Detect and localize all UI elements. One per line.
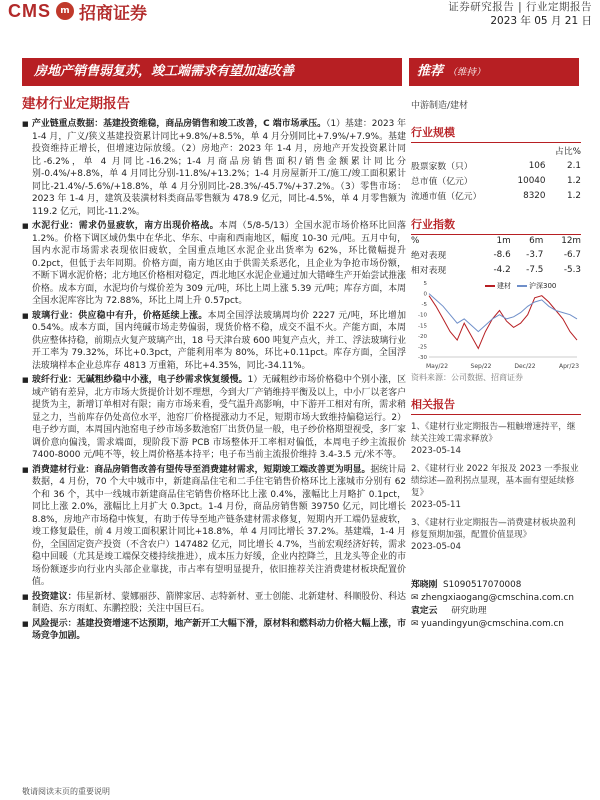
footer-note: 敬请阅读末页的重要说明 <box>22 787 110 796</box>
rating-badge <box>409 58 579 86</box>
section-paragraph: ■ 水泥行业：需求仍显疲软，南方出现价格战。本周（5/8-5/13）全国水泥市场价格环比回落 1.2%。价格下调区域仍集中在华北、华东、中南和西南地区，幅度 10-30 元/吨。五月中旬，国内水泥市场需求表现依旧疲软，全国重点地区水泥企业出货率为 62%，环比微幅提升 0.2pct，但低于去年同期。价格方面，南方地区由于供需关系恶化，且企业为争抢市场份额，不断下调水泥价格；北方地区价格相对稳定，西北地区水泥企业通过加大错峰生产开始尝试推涨价格。成本方面，水泥均价与煤价差为 309 元/吨，环比上周上涨 5.39 元/吨；库存方面，本周全国水泥库容比为 72.88%，环比上周上升 0.57pct。 <box>22 220 406 308</box>
y-tick-label: -10 <box>418 312 427 319</box>
index-chart <box>411 279 581 371</box>
scale-col-header: 占比% <box>555 147 581 157</box>
rating-sub: （维持） <box>447 67 486 78</box>
series-line-building-materials <box>429 296 577 349</box>
logo-text-cn: 招商证券 <box>79 3 147 24</box>
y-tick-label: -30 <box>418 355 427 361</box>
report-subtitle: 建材行业定期报告 <box>22 96 130 112</box>
report-type: 证券研究报告 | 行业定期报告 <box>448 1 592 13</box>
related-report[interactable]: 2、《建材行业 2022 年报及 2023 一季报业绩综述—盈利拐点显现，基本面有望延续修复》 2023-05-11 <box>411 464 579 510</box>
y-tick-label: -5 <box>421 302 427 309</box>
x-tick-label: Sep/22 <box>470 363 492 370</box>
main-content <box>22 88 406 645</box>
analyst-id: S1090517070008 <box>443 580 522 590</box>
legend-item: 建材 <box>485 281 511 291</box>
related-report[interactable]: 1、《建材行业定期报告—粗触增速持平，继续关注竣工需求释放》 2023-05-14 <box>411 422 576 456</box>
analyst-block <box>411 579 581 631</box>
sidebar <box>411 88 581 631</box>
series-line-csi300 <box>429 294 577 332</box>
x-tick-label: May/22 <box>425 363 449 370</box>
related-title: 相关报告 <box>411 393 581 415</box>
x-tick-label: Apr/23 <box>558 363 580 370</box>
analyst-name: 郑晓刚 <box>411 580 438 590</box>
y-tick-label: 0 <box>423 291 427 298</box>
table-row: 总市值（亿元） 10040 1.2 <box>411 175 581 187</box>
analyst-role: 研究助理 <box>451 606 487 616</box>
section-paragraph: ■ 消费建材行业：商品房销售改善有望传导至消费建材需求，短期竣工端改善更为明显。据统计局数据，4 月份，70 个大中城市中，新建商品住宅和二手住宅销售价格环比上涨城市分别有 62 个和 36 个，其中一线城市新建商品住宅销售价格环比上涨 0.4%，涨幅比上月略扩 0.1pct，同比上涨 2.0%，涨幅比上月扩大 0.3pct。1-4 月份，商品房销售额 39750 亿元，同比增长 8.8%，房地产市场稳中恢复，有助于传导至地产链条建材需求修复，短期内开工端仍显疲软，竣工修复最佳，前 4 月竣工面积累计同比+18.8%，单 4 月同比增长 37.2%。基建端，1-4 月份，全国固定资产投资（不含农户）147482 亿元，同比增长 4.7%，当前宏观经济好转，需求稳中回暖（尤其是竣工端保交楼持续推进），成本压力好缓，企业内控降兰，且龙头等企业的市场份额逐步向行业内头部企业靠拢，市占率有望明显提升，依旧推荐关注消费建材板块配置价值。 <box>22 464 406 589</box>
analyst-email[interactable]: yuandingyun@cmschina.com.cn <box>421 619 564 629</box>
cms-logo <box>8 0 147 22</box>
mail-icon: ✉ <box>411 593 419 603</box>
table-row: 流通市值（亿元） 8320 1.2 <box>411 190 581 202</box>
logo-text-en: CMS <box>8 0 51 21</box>
report-title: 房地产销售弱复苏，竣工端需求有望加速改善 <box>22 58 402 86</box>
table-row: 股票家数（只） 106 2.1 <box>411 160 581 172</box>
table-row: 相对表现 -4.2 -7.5 -5.3 <box>411 264 581 276</box>
section-paragraph: ■ 风险提示：基建投资增速不达预期，地产新开工大幅下滑，原材料和燃料动力价格大幅上涨，市场竞争加剧。 <box>22 618 406 643</box>
y-tick-label: -25 <box>418 344 427 351</box>
analyst-email[interactable]: zhengxiaogang@cmschina.com.cn <box>421 593 574 603</box>
index-title: 行业指数 <box>411 213 581 235</box>
section-paragraph: ■ 产业链重点数据：基建投资维稳，商品房销售和竣工改善，C 端市场承压。（1）基建：2023 年 1-4 月，广义/狭义基建投资累计同比+9.8%/+8.5%，单 4 月分别同比+7.9%/+7.9%。基建投资维持正增长，但增速边际放缓。（2）房地产：2023 年 1-4 月，房地产开发投资累计同比-6.2%，单 4 月同比-16.2%；1-4 月商品房销售面积/销售金额累计同比分别-0.4%/+8.8%，单 4 月同比分别-11.8%/+13.2%；1-4 月房屋新开工/施工/竣工面积累计同比-21.4%/-5.6%/+18.8%，单 4 月分别同比-28.3%/-45.7%/+37.2%。（3）零售市场：2023 年 1-4 月，建筑及装潢材料类商品零售额为 478.9 亿元，同比-4.5%，单 4 月零售额为 119.2 亿元，同比-11.2%。 <box>22 118 406 218</box>
section-paragraph: ■ 玻纤行业：无碱粗纱稳中小涨，电子纱需求恢复缓慢。1）无碱粗纱市场价格稳中个别小涨，区域产销有差异，北方市场大货提价计划不理想，今到大厂产销维持平衡及以上，中小厂以老客户提货为主，新增订单相对有限；南方市场来看，受气温升高影响，中下游开工相对有所，需求稍显之力，当前库存仍处高位水平，池窑厂价格提涨动力不足，短期市场大致维持偏稳运行。2）电子纱方面，本周国内池窑电子纱市场多数池窑厂出货仍显一般，电子纱价格期望视受，多厂家调价意向偏浅，需求端面，现阶段下游 PCB 市场整体开工率相对偏低，本周电子纱主流报价 7400-8000 元/吨不等，较上周价格基本持平；电子布当前主流报价维持 3.4-3.5 元/米不等。 <box>22 374 406 462</box>
table-row: 绝对表现 -8.6 -3.7 -6.7 <box>411 249 581 261</box>
section-paragraph: ■ 玻璃行业：供应稳中有升，价格延续上涨。本周全国浮法玻璃周均价 2227 元/吨，环比增加 0.54%。成本方面，国内纯碱市场走势偏弱，现货价格不稳，成交不温不火。产能方面，本周供应整体持稳，前期点火复产玻璃产出，18 号天津台玻 600 吨复产点火，并工、浮法玻璃行业开工率为 79.32%，环比+0.3pct，产能利用率为 80%，环比+0.11pct。库存方面，全国浮法玻璃样本企业总库存 4813 万重箱，环比+4.35%，同比-34.11%。 <box>22 310 406 373</box>
analyst-name: 袁定云 <box>411 606 438 616</box>
y-tick-label: -20 <box>418 333 427 340</box>
related-report[interactable]: 3、《建材行业定期报告—消费建材板块盈利修复预期加强，配置价值显现》 2023-05-04 <box>411 518 576 552</box>
rating-label: 推荐 <box>417 64 444 79</box>
mail-icon: ✉ <box>411 619 419 629</box>
chart-source: 资料来源：公司数据、招商证券 <box>411 373 523 382</box>
y-tick-label: -15 <box>418 323 427 330</box>
section-paragraph: ■ 投资建议：伟星新材、蒙娜丽莎、箭牌家居、志特新材、亚士创能、北新建材、科顺股份、科达制造、东方雨虹、东鹏控股；关注中国巨石。 <box>22 591 406 616</box>
logo-badge-icon: m <box>56 2 74 20</box>
table-header-row: % 1m 6m 12m <box>411 236 581 246</box>
scale-table <box>411 143 581 203</box>
report-header <box>0 0 600 58</box>
legend-item: 沪深300 <box>517 281 556 291</box>
y-tick-label: 5 <box>423 281 427 287</box>
sector-label: 中游制造/建材 <box>411 101 469 111</box>
index-table <box>411 235 581 277</box>
scale-title: 行业规模 <box>411 121 581 143</box>
report-date: 2023 年 05 月 21 日 <box>490 15 592 27</box>
x-tick-label: Dec/22 <box>514 363 536 370</box>
chart-legend <box>485 281 556 291</box>
index-chart-svg <box>411 279 581 371</box>
